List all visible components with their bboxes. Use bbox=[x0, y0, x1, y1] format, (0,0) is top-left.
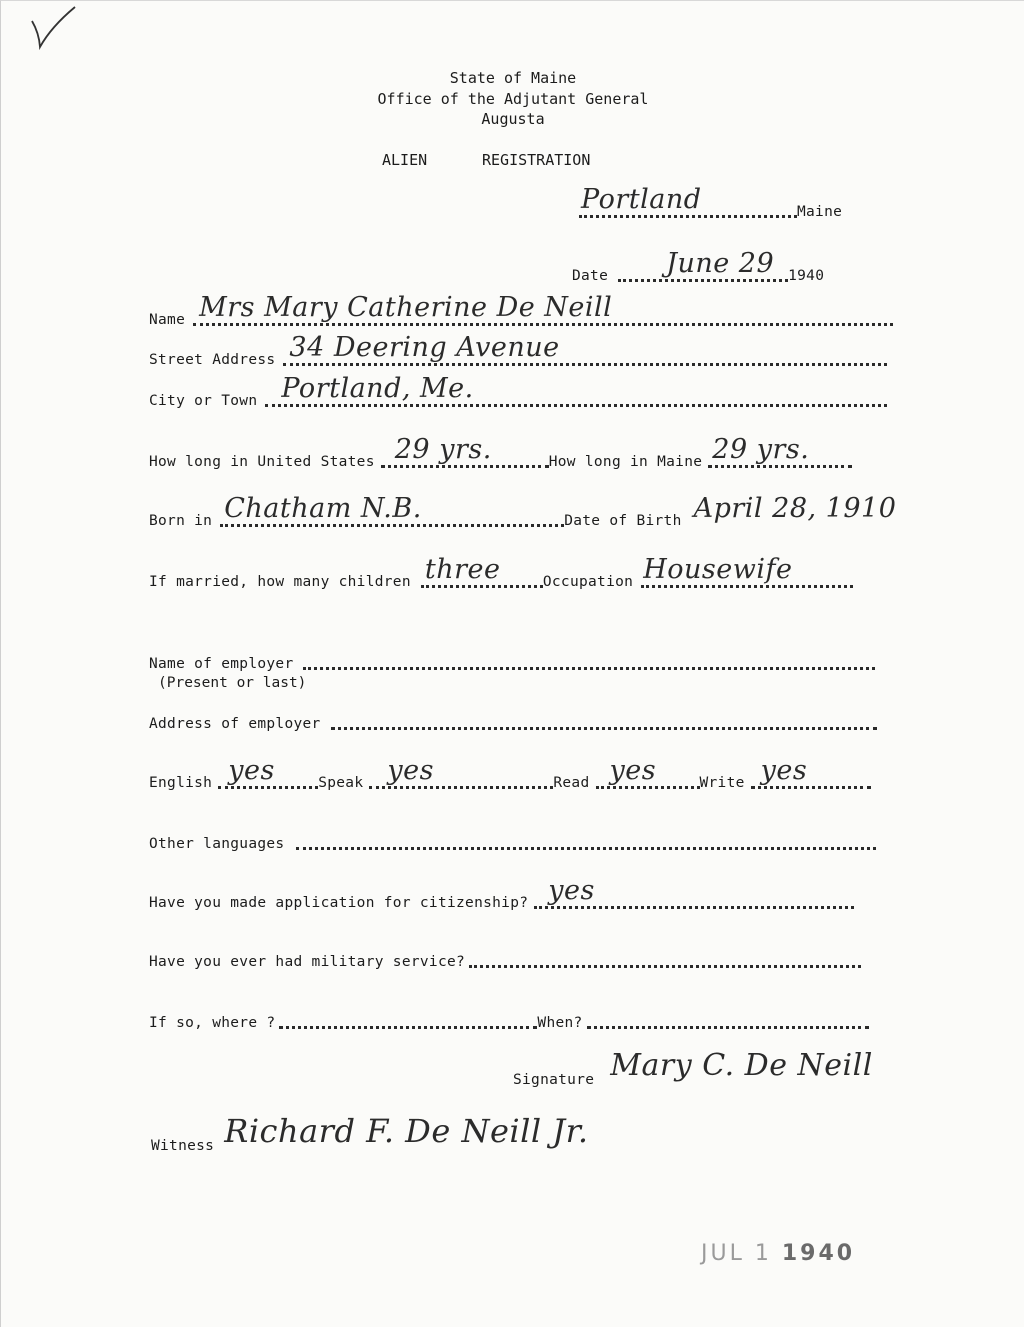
write-value: yes bbox=[760, 755, 808, 786]
employer-name-label: Name of employer bbox=[149, 656, 294, 672]
street-label: Street Address bbox=[149, 352, 276, 368]
place-line bbox=[579, 184, 843, 220]
employer-name-field bbox=[149, 653, 875, 672]
place-value: Portland bbox=[581, 184, 702, 215]
place-suffix: Maine bbox=[797, 204, 843, 220]
date-value: June 29 bbox=[666, 248, 775, 279]
children-label: If married, how many children bbox=[149, 574, 411, 590]
english-label: English bbox=[149, 775, 213, 791]
speak-value: yes bbox=[387, 755, 434, 786]
citizenship-label: Have you made application for citizenship? bbox=[149, 895, 529, 911]
street-field bbox=[149, 332, 887, 368]
employer-address-label: Address of employer bbox=[149, 716, 321, 732]
received-stamp bbox=[701, 1241, 855, 1266]
write-label: Write bbox=[699, 775, 745, 791]
city-heading: Augusta bbox=[481, 110, 545, 128]
stamp-date: JUL 1 bbox=[701, 1241, 772, 1266]
when-label: When? bbox=[537, 1015, 583, 1031]
dob-label: Date of Birth bbox=[564, 513, 682, 529]
date-label: Date bbox=[572, 268, 609, 284]
citizenship-field bbox=[149, 875, 854, 911]
name-label: Name bbox=[149, 312, 186, 328]
speak-label: Speak bbox=[318, 775, 364, 791]
born-in-label: Born in bbox=[149, 513, 213, 529]
how-long-field bbox=[149, 434, 852, 470]
city-value: Portland, Me. bbox=[281, 373, 474, 404]
signature-field bbox=[513, 1048, 898, 1088]
read-label: Read bbox=[553, 775, 590, 791]
city-field bbox=[149, 373, 887, 409]
state-heading: State of Maine bbox=[449, 69, 577, 87]
office-heading: Office of the Adjutant General bbox=[377, 90, 649, 108]
english-field bbox=[149, 755, 871, 791]
date-year: 1940 bbox=[788, 268, 825, 284]
stamp-year: 1940 bbox=[781, 1241, 856, 1266]
citizenship-value: yes bbox=[548, 875, 595, 906]
how-long-us-label: How long in United States bbox=[149, 454, 375, 470]
witness-value: Richard F. De Neill Jr. bbox=[224, 1112, 589, 1150]
signature-value: Mary C. De Neill bbox=[610, 1048, 873, 1083]
english-value: yes bbox=[228, 755, 275, 786]
children-field bbox=[149, 554, 853, 590]
occupation-value: Housewife bbox=[643, 554, 793, 585]
name-value: Mrs Mary Catherine De Neill bbox=[199, 292, 613, 323]
military-field bbox=[149, 951, 861, 970]
how-long-maine-value: 29 yrs. bbox=[712, 434, 810, 465]
name-field bbox=[149, 292, 893, 328]
street-value: 34 Deering Avenue bbox=[289, 332, 560, 363]
how-long-us-value: 29 yrs. bbox=[394, 434, 492, 465]
signature-label: Signature bbox=[513, 1072, 595, 1088]
check-mark-icon bbox=[29, 5, 79, 51]
born-in-value: Chatham N.B. bbox=[224, 493, 422, 524]
title-registration: REGISTRATION bbox=[482, 151, 591, 169]
military-label: Have you ever had military service? bbox=[149, 954, 466, 970]
how-long-maine-label: How long in Maine bbox=[548, 454, 703, 470]
employer-address-field bbox=[149, 713, 877, 732]
employer-sublabel: (Present or last) bbox=[158, 675, 307, 691]
date-line bbox=[572, 248, 825, 284]
read-value: yes bbox=[609, 755, 657, 786]
children-value: three bbox=[424, 554, 501, 585]
where-when-field bbox=[149, 1012, 869, 1031]
occupation-label: Occupation bbox=[542, 574, 634, 590]
witness-label: Witness bbox=[151, 1138, 215, 1154]
born-field bbox=[149, 493, 908, 529]
other-languages-label: Other languages bbox=[149, 836, 285, 852]
title-alien: ALIEN bbox=[382, 151, 428, 169]
witness-field bbox=[151, 1112, 620, 1154]
dob-value: April 28, 1910 bbox=[693, 493, 897, 524]
where-label: If so, where ? bbox=[149, 1015, 276, 1031]
city-label: City or Town bbox=[149, 393, 258, 409]
other-languages-field bbox=[149, 833, 876, 852]
